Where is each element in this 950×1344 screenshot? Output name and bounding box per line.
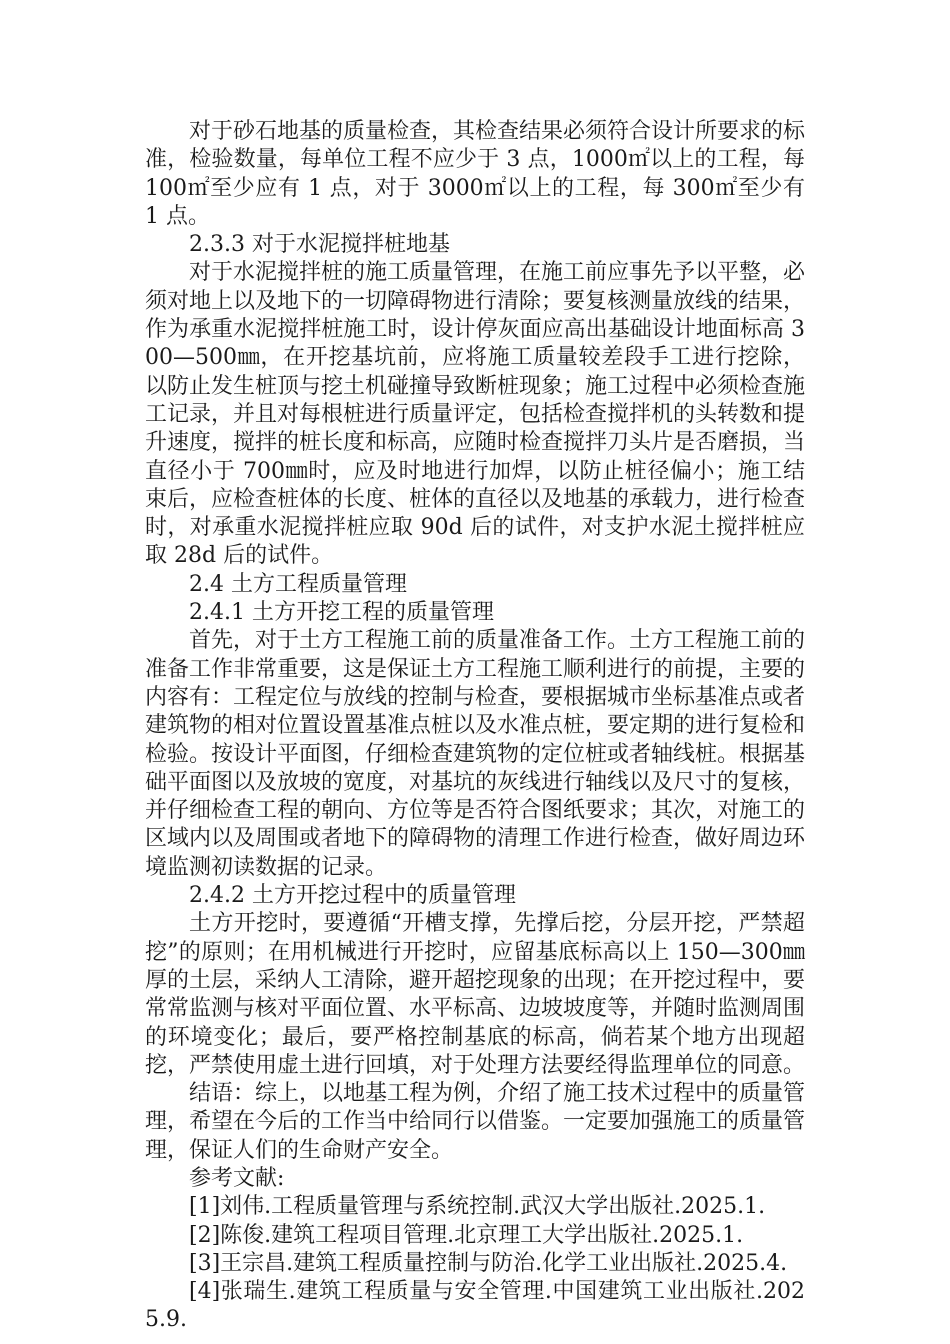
paragraph-sand-gravel-inspection: 对于砂石地基的质量检查，其检查结果必须符合设计所要求的标准，检验数量，每单位工程不应少于 3 点，1000㎡以上的工程，每 100㎡至少应有 1 点，对于 3000㎡以上的工程，每 300㎡至少有 1 点。 (145, 119, 806, 229)
reference-item-4: [4]张瑞生.建筑工程质量与安全管理.中国建筑工业出版社.2025.9. (145, 1279, 805, 1333)
reference-item-1: [1]刘伟.工程质量管理与系统控制.武汉大学出版社.2025.1. (189, 1194, 766, 1220)
references-heading: 参考文献: (189, 1165, 285, 1191)
document-body (145, 118, 805, 1335)
reference-item-3: [3]王宗昌.建筑工程质量控制与防治.化学工业出版社.2025.4. (189, 1250, 788, 1276)
paragraph-cement-mixing-pile: 对于水泥搅拌桩的施工质量管理，在施工前应事先予以平整，必须对地上以及地下的一切障碍物进行清除；要复核测量放线的结果，作为承重水泥搅拌桩施工时，设计停灰面应高出基础设计地面标高 300—500㎜，在开挖基坑前，应将施工质量较差段手工进行挖除，以防止发生桩顶与挖土机碰撞导致断桩现象；施工过程中必须检查施工记录，并且对每根桩进行质量评定，包括检查搅拌机的头转数和提升速度，搅拌的桩长度和标高，应随时检查搅拌刀头片是否磨损，当直径小于 700㎜时，应及时地进行加焊，以防止桩径偏小；施工结束后，应检查桩体的长度、桩体的直径以及地基的承载力，进行检查时，对承重水泥搅拌桩应取 90d 后的试件，对支护水泥土搅拌桩应取 28d 后的试件。 (145, 260, 806, 569)
section-heading-2-4-1: 2.4.1 土方开挖工程的质量管理 (189, 600, 494, 626)
section-heading-2-3-3: 2.3.3 对于水泥搅拌桩地基 (189, 232, 450, 258)
section-heading-2-4: 2.4 土方工程质量管理 (189, 571, 407, 597)
reference-item-2: [2]陈俊.建筑工程项目管理.北京理工大学出版社.2025.1. (189, 1222, 744, 1248)
paragraph-earthwork-preparation: 首先，对于土方工程施工前的质量准备工作。土方工程施工前的准备工作非常重要，这是保证土方工程施工顺利进行的前提，主要的内容有：工程定位与放线的控制与检查，要根据城市坐标基准点或者建筑物的相对位置设置基准点桩以及水准点桩，要定期的进行复检和检验。按设计平面图，仔细检查建筑物的定位桩或者轴线桩。根据基础平面图以及放坡的宽度，对基坑的灰线进行轴线以及尺寸的复核，并仔细检查工程的朝向、方位等是否符合图纸要求；其次，对施工的区域内以及周围或者地下的障碍物的清理工作进行检查，做好周边环境监测初读数据的记录。 (145, 628, 806, 880)
paragraph-conclusion: 结语：综上，以地基工程为例，介绍了施工技术过程中的质量管理，希望在今后的工作当中给同行以借鉴。一定要加强施工的质量管理，保证人们的生命财产安全。 (145, 1081, 806, 1163)
paragraph-excavation-process: 土方开挖时，要遵循“开槽支撑，先撑后挖，分层开挖，严禁超挖”的原则；在用机械进行开挖时，应留基底标高以上 150—300㎜厚的土层，采纳人工清除，避开超挖现象的出现；在开挖过程中，要常常监测与核对平面位置、水平标高、边坡坡度等，并随时监测周围的环境变化；最后，要严格控制基底的标高，倘若某个地方出现超挖，严禁使用虚土进行回填，对于处理方法要经得监理单位的同意。 (145, 911, 806, 1078)
section-heading-2-4-2: 2.4.2 土方开挖过程中的质量管理 (189, 883, 516, 909)
